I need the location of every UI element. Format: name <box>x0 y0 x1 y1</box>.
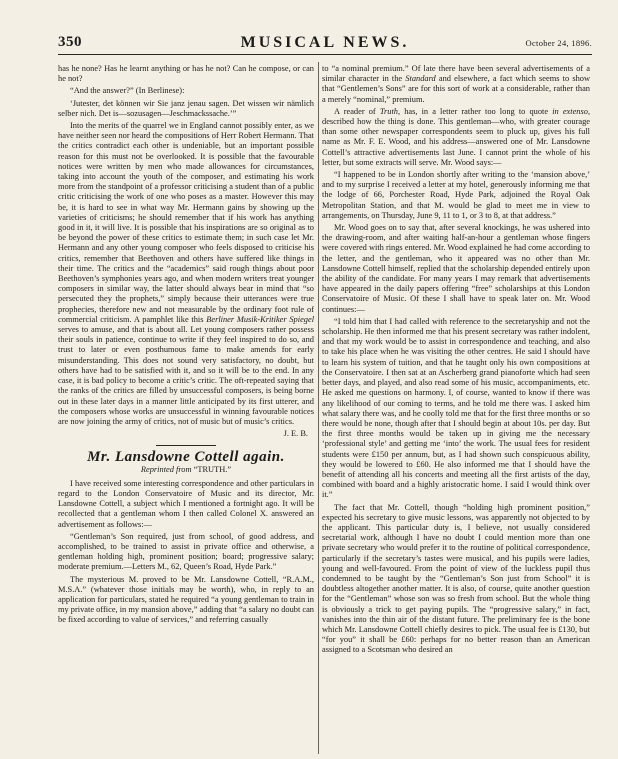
reprint-credit <box>58 465 314 475</box>
text-run: , described how the thing is done. This gentleman—who, with greater courage than some other newspaper correspondents seem to pluck up, gives his full name as Mr. F. E. Wood, and his address—answered one of Mr. Lansdowne Cottell’s attractive advertisements last June. I cannot print the whole of his letter, but some extracts will serve. Mr. Wood says:— <box>322 106 590 167</box>
section-divider <box>156 445 216 446</box>
author-signature: J. E. B. <box>283 429 308 439</box>
page-header <box>58 34 592 55</box>
paragraph: I have received some interesting correspondence and other particulars in regard to the London Conservatoire of Music and its director, Mr. Lansdowne Cottell, a subject which I mentioned a fortnight ago. It will be recollected that a gentleman whom I then called Colonel X. answered an advertisement as follows:— <box>58 478 314 529</box>
column-divider <box>318 62 319 754</box>
reprint-source: “TRUTH.” <box>193 464 232 474</box>
paragraph: Mr. Wood goes on to say that, after several knockings, he was ushered into the drawing-room, and after waiting half-an-hour a gentleman whose fingers were covered with rings entered. Mr. Wood explained he had come according to the letter, and the gentleman, who it appeared was no other than Mr. Lansdowne Cottell himself, replied that the scholarship depended entirely upon the ability of the candidate. For many years I may remark that advertisements have appeared in the daily papers offering “free” scholarships at this London Conservatoire of Music. Of these I shall have to speak later on. Mr. Wood continues:— <box>322 223 590 314</box>
paragraph <box>322 64 590 105</box>
reprint-prefix: Reprinted from <box>140 464 192 474</box>
text-run: and elsewhere, a fact which seems to show that “Gentlemen’s Sons” are for this sort of work at a considerable, rather than a merely “nominal,” premium. <box>322 74 590 104</box>
left-column <box>58 64 314 754</box>
paragraph <box>58 121 314 427</box>
pamphlet-title: Berliner Musik-Kritiker Spiegel <box>206 314 314 324</box>
text-run: Into the merits of the quarrel we in England cannot possibly enter, as we have neither seen nor heard the compositions of Herr Robert Hermann. That the critics contradict each other is undeniable, but an important possible reason for this must not be overlooked. It is possible that the favourable notices were written by men who made allowances for circumstances, taking into account the youth of the composer, and estimating his work more from the standpoint of a professor criticising a student than of a public critic criticising the work of one who poses as a master. However this may be, it is hard to see in what way Mr. Hermann gains by showing up the varieties of criticisms; he should remember that if his work has anything good in it, it will live. It is possible that his inspirations are so original as to be beyond the power of these critics to estimate them; in such case let Mr. Hermann and any other young composer who feels disposed to criticise his critics, remember that Beethoven and others have suffered like things in their time. The critics and the “academics” said rough things about poor Beethoven’s symphonies years ago, and when modern writers treat younger composers in similar way, the latter should always bear in mind that “so persecuted they the prophets,” simply because their utterances were true prophecies, therefore new and not measurable by the ordinary foot rule of commercial criticism. A pamphlet like this <box>58 121 314 324</box>
right-column <box>322 64 590 754</box>
german-quote: ‘Jutester, det können wir Sie janz jenau sagen. Det wissen wir nämlich selber nich. Det is—sozusagen—Jeschmackssache.’” <box>58 98 314 118</box>
text-run: , has, in a letter rather too long to quote <box>398 106 549 116</box>
paragraph: The fact that Mr. Cottell, though “holding high prominent position,” expected his secretary to give music lessons, was apparently not objected to by the applicant. This particular duty is, I believe, not usually considered secretarial work, although I have no doubt I could mention more than one private secretary who would prefer it to the routine of political correspondence, particularly if the secretary’s tastes were musical, and his pupils were ladies, young and well-favoured. From the point of view of the luckless pupil thus condemned to be taught by the “Gentleman’s Son just from School” it is doubtless altogether another matter. It is also, of course, quite another question for the “Gentleman” whose son was so fresh from school. But the whole thing is obviously a trick to get paying pupils. The “progressive salary,” in fact, vanishes into the thin air of the distant future. The preliminary fee is the bone which Mr. Lansdowne Cottell chiefly desires to pick. The usual fee is £130, but “for you” it shall be £60: perhaps for no better reason than an American assigned to a Scotsman who desired an <box>322 502 590 655</box>
letter-quote: “I happened to be in London shortly after writing to the ‘mansion above,’ and to my surprise I received a letter at my hotel, generously informing me that the lodge of 66, Porchester Road, Hyde Park, adjoined the Royal Oak Metropolitan Station, and that M. would be glad to meet me in view to arrangements, on Thursday, June 9, 11 to 1, or 3 to 8, at that address.” <box>322 170 590 220</box>
newspaper-name: Truth <box>379 106 398 116</box>
paragraph <box>322 107 590 168</box>
paragraph: The mysterious M. proved to be Mr. Lansdowne Cottell, “R.A.M., M.S.A.” (whatever those initials may be worth), who, in reply to an application for particulars, stated he required “a young gentleman to train in my private office, in my mansion above,” adding that “a salary no doubt can be fixed according to value of services,” and referring casually <box>58 574 314 625</box>
text-run: to “a nominal premium.” Of late there have been several advertisements of a similar character in the <box>322 64 590 84</box>
letter-quote: “I told him that I had called with reference to the secretaryship and not the scholarship. He then informed me that his present secretary was rather indolent, and that my work would be to assist in correspondence and teaching, and also to take his place when he was visiting the other centres. He said I should have to learn his system of tuition, and that he taught only his own compositions at the Conservatoire. I then sat at an Ascherberg grand pianoforte which had seen better days, and played, and also read some of his music, accompaniments, etc. He asked me questions on harmony. I, of course, wanted to know if there was any likelihood of our coming to terms, and he told me there was. I asked him what salary there was, and he coolly told me that for the first three months or so there would be none, though after that I should begin at about 10s. per day. But the first three months would be taken up in giving me the necessary ‘professional style’ and getting me ‘into’ the work. The usual fees for resident students were £150 per annum, but, as I had shown such conspicuous ability, they would be lowered to £60. He also informed me that I should have the benefit of attending all his concerts and meeting all the first artists of the day, combined with board and a highly aristocratic home. I said I would think over it.” <box>322 316 590 500</box>
article-title: Mr. Lansdowne Cottell again. <box>87 449 285 466</box>
masthead: MUSICAL NEWS. <box>240 34 410 51</box>
page-number: 350 <box>58 34 82 50</box>
advertisement-quote: “Gentleman’s Son required, just from school, of good address, and accomplished, to be trained to assist in private office and otherwise, a gentleman holding high, prominent position; board; progressive salary; moderate premium.—Letters M., 62, Queen’s Road, Hyde Park.” <box>58 531 314 572</box>
issue-date: October 24, 1896. <box>525 38 592 48</box>
text-run: A reader of <box>334 106 376 116</box>
newspaper-name: Standard <box>405 74 436 84</box>
latin-phrase: in extenso <box>552 106 588 116</box>
paragraph: has he none? Has he learnt anything or has he not? Can he compose, or can he not? <box>58 64 314 84</box>
text-run: serves to amuse, and that is about all. Let young composers rather possess their souls in patience, continue to write if they feel inspired to do so, and trust to later or even posthumous fame to make amends for early misunderstanding. This does not sound very satisfactory, no doubt, but others have had to be satisfied with it, and so it will be to the end. In any case, it is bad policy to become a critic’s critic. The oft-repeated saying that the ranks of the critics are filled by unsuccessful composers, is being borne out in these later days in a manner little anticipated by its first utterer, and the composers whose works are unsuccessful in winning favourable notices are now joining the army of critics, not of music but of music’s critics. <box>58 325 314 426</box>
paragraph: “And the answer?” (In Berlinese): <box>70 86 185 96</box>
